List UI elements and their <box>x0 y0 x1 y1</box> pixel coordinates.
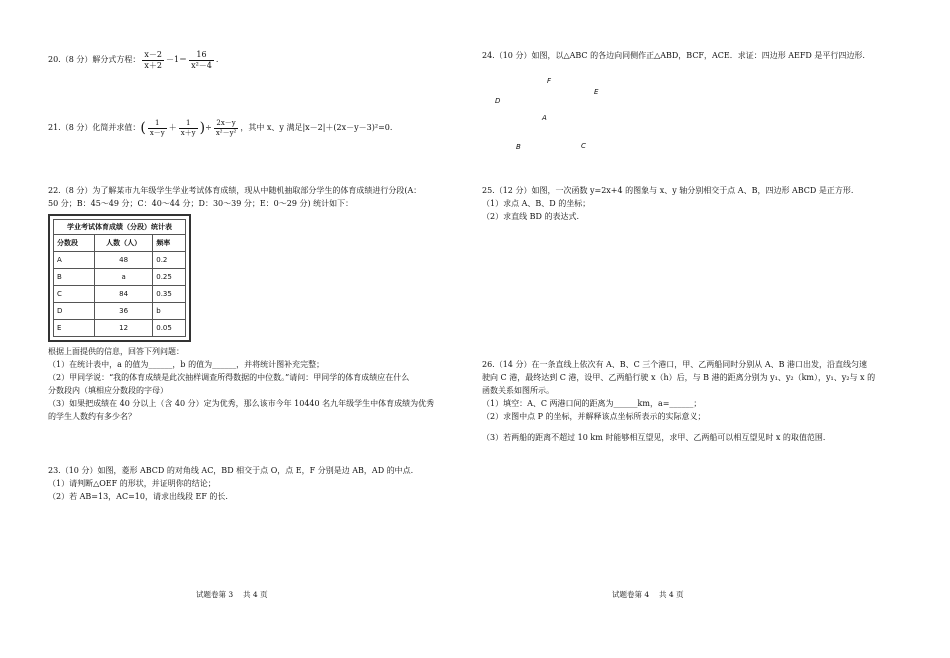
table-cell: B <box>54 269 95 286</box>
q21-c-numerator: 2x－y <box>214 119 239 128</box>
q22-after: 根据上面提供的信息，回答下列问题： <box>48 347 184 356</box>
q25-line3: （2）求直线 BD 的表达式. <box>482 212 580 221</box>
q21-suffix: ，其中 x、y 满足|x－2|＋(2x－y－3)²=0. <box>240 123 393 133</box>
table-row <box>54 286 186 303</box>
q23-line2: （1）请判断△OEF 的形状，并证明你的结论； <box>48 479 216 488</box>
q22-part2-line2: 分数段内（填相应分数段的字母） <box>48 386 168 395</box>
table-cell: 12 <box>94 320 152 337</box>
q26-line3: 函数关系如图所示。 <box>482 386 554 395</box>
q22-part1: （1）在统计表中，a 的值为______，b 的值为______，并将统计图补充完整； <box>48 360 325 369</box>
q22-part2-line1: （2）甲同学说：“我的体育成绩是此次抽样调查所得数据的中位数。”请问：甲同学的体育成绩应在什么 <box>48 373 410 382</box>
question-21 <box>48 118 392 138</box>
q21-prefix: 21.（8 分）化简并求值： <box>48 123 141 133</box>
table-header-cell: 分数段 <box>54 235 95 252</box>
table-header-row <box>54 235 186 252</box>
q20-mid: －1＝ <box>165 55 188 65</box>
q20-f2-numerator: 16 <box>189 50 214 61</box>
q20-suffix: . <box>215 55 219 65</box>
score-table-title: 学业考试体育成绩（分段）统计表 <box>53 219 186 234</box>
q21-fraction-c <box>214 119 239 137</box>
q21-b-denominator: x＋y <box>180 128 196 137</box>
table-row <box>54 252 186 269</box>
table-cell: a <box>94 269 152 286</box>
table-cell: 0.05 <box>153 320 186 337</box>
q21-a-denominator: x－y <box>149 128 165 137</box>
point-label-a: A <box>542 114 547 122</box>
table-cell: C <box>54 286 95 303</box>
table-cell: A <box>54 252 95 269</box>
point-label-d: D <box>495 97 501 105</box>
q21-c-denominator: x²－y² <box>215 128 237 137</box>
q23-line3: （2）若 AB=13，AC=10，请求出线段 EF 的长. <box>48 492 228 501</box>
q22-part3-line1: （3）如果把成绩在 40 分以上（含 40 分）定为优秀，那么该市今年 10440 名九年级学生中体育成绩为优秀 <box>48 399 435 408</box>
table-header-cell: 人数（人） <box>94 235 152 252</box>
table-header-cell: 频率 <box>153 235 186 252</box>
table-cell: 36 <box>94 303 152 320</box>
q25-line2: （1）求点 A、B、D 的坐标； <box>482 199 591 208</box>
q21-a-numerator: 1 <box>148 119 167 128</box>
point-label-b: B <box>516 143 521 151</box>
table-cell: 0.25 <box>153 269 186 286</box>
footer-right: 试题卷第 4 共 4 页 <box>612 590 684 599</box>
table-cell: D <box>54 303 95 320</box>
footer-left: 试题卷第 3 共 4 页 <box>196 590 268 599</box>
q20-f1-denominator: x＋2 <box>144 60 162 70</box>
q23-line1: 23.（10 分）如图，菱形 ABCD 的对角线 AC，BD 相交于点 O，点 E，F 分别是边 AB，AD 的中点. <box>48 466 414 475</box>
q21-fraction-b <box>179 119 198 137</box>
q25-line1: 25.（12 分）如图，一次函数 y=2x+4 的图象与 x、y 轴分别相交于点 A、B，四边形 ABCD 是正方形. <box>482 186 854 195</box>
q20-f2-denominator: x²－4 <box>191 60 212 70</box>
score-table <box>48 214 191 342</box>
q22-part3-line2: 的学生人数约有多少名？ <box>48 412 136 421</box>
score-table-grid <box>53 234 186 337</box>
q20-prefix: 20.（8 分）解分式方程： <box>48 55 141 65</box>
q24-text: 24.（10 分）如图，以△ABC 的各边向同侧作正△ABD，BCF，ACE．求证：四边形 AEFD 是平行四边形. <box>482 51 865 60</box>
q21-divide: ÷ <box>205 123 212 133</box>
point-label-f: F <box>547 77 552 85</box>
table-cell: b <box>153 303 186 320</box>
q21-open-paren: ( <box>140 120 146 136</box>
q21-fraction-a <box>148 119 167 137</box>
q21-b-numerator: 1 <box>179 119 198 128</box>
q21-close-paren: ) <box>199 120 206 136</box>
point-label-e: E <box>594 88 599 96</box>
table-cell: 84 <box>94 286 152 303</box>
q26-line6: （3）若两船的距离不超过 10 km 时能够相互望见，求甲、乙两船可以相互望见时 x 的取值范围． <box>482 433 831 442</box>
q22-intro-line1: 22.（8 分）为了解某市九年级学生学业考试体育成绩，现从中随机抽取部分学生的体育成绩进行分段(A： <box>48 186 422 195</box>
q22-intro-line2: 50 分；B：45～49 分；C：40～44 分；D：30～39 分；E：0～29 分) 统计如下： <box>48 199 354 208</box>
table-cell: 0.35 <box>153 286 186 303</box>
q26-line4: （1）填空：A、C 两港口间的距离为______km，a=______； <box>482 399 702 408</box>
q20-f1-numerator: x－2 <box>144 50 162 59</box>
table-row <box>54 303 186 320</box>
q21-plus: ＋ <box>168 123 177 133</box>
question-20 <box>48 50 218 70</box>
q26-line5: （2）求图中点 P 的坐标，并解释该点坐标所表示的实际意义； <box>482 412 706 421</box>
point-label-c: C <box>581 142 586 150</box>
q20-fraction-1 <box>142 50 164 70</box>
q26-line2: 驶向 C 港，最终达到 C 港，设甲、乙两船行驶 x（h）后，与 B 港的距离分别为 y₁、y₂（km），y₁、y₂与 x 的 <box>482 373 876 382</box>
table-row <box>54 320 186 337</box>
table-cell: 0.2 <box>153 252 186 269</box>
table-cell: 48 <box>94 252 152 269</box>
table-row <box>54 269 186 286</box>
q20-fraction-2 <box>189 50 214 70</box>
q26-line1: 26.（14 分）在一条直线上依次有 A、B、C 三个港口，甲、乙两船同时分别从 A、B 港口出发，沿直线匀速 <box>482 360 868 369</box>
table-cell: E <box>54 320 95 337</box>
